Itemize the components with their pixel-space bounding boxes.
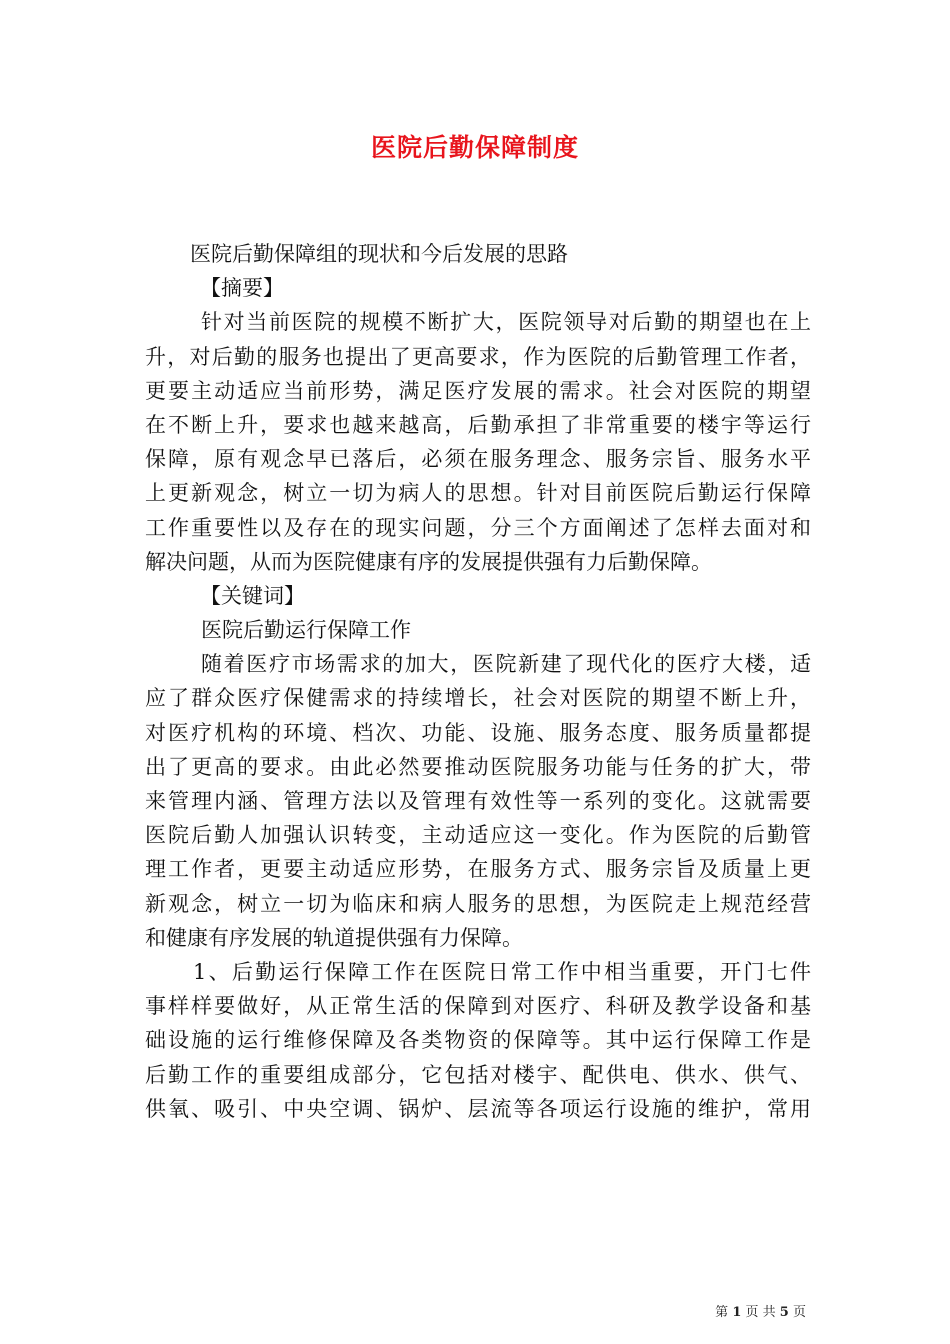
- paragraph-line: 来管理内涵、管理方法以及管理有效性等一系列的变化。这就需要: [145, 789, 811, 813]
- abstract-line: 解决问题，从而为医院健康有序的发展提供强有力后勤保障。: [145, 549, 712, 574]
- subtitle: 医院后勤保障组的现状和今后发展的思路: [190, 242, 568, 266]
- abstract-line: 保障，原有观念早已落后，必须在服务理念、服务宗旨、服务水平: [145, 447, 811, 472]
- paragraph-line: 事样样要做好，从正常生活的保障到对医疗、科研及教学设备和基: [145, 994, 811, 1019]
- abstract-line: 上更新观念，树立一切为病人的思想。针对目前医院后勤运行保障: [145, 481, 811, 506]
- paragraph-line: 应了群众医疗保健需求的持续增长，社会对医院的期望不断上升，: [145, 686, 811, 711]
- keywords-text: 医院后勤运行保障工作: [201, 618, 411, 643]
- paragraph-line: 医院后勤人加强认识转变，主动适应这一变化。作为医院的后勤管: [145, 823, 811, 848]
- abstract-heading: 【摘要】: [200, 276, 284, 301]
- abstract-line: 工作重要性以及存在的现实问题，分三个方面阐述了怎样去面对和: [145, 515, 811, 540]
- page-footer: [715, 1304, 806, 1322]
- paragraph-line: 对医疗机构的环境、档次、功能、设施、服务态度、服务质量都提: [145, 720, 811, 745]
- abstract-line: 针对当前医院的规模不断扩大，医院领导对后勤的期望也在上: [201, 310, 811, 335]
- paragraph-line: 理工作者，更要主动适应形势，在服务方式、服务宗旨及质量上更: [145, 857, 811, 882]
- footer-suffix: 页: [792, 1305, 806, 1320]
- document-body: [145, 237, 811, 1126]
- abstract-line: 更要主动适应当前形势，满足医疗发展的需求。社会对医院的期望: [145, 378, 811, 403]
- abstract-line: 在不断上升，要求也越来越高，后勤承担了非常重要的楼宇等运行: [145, 412, 811, 437]
- paragraph-line: 供氧、吸引、中央空调、锅炉、层流等各项运行设施的维护，常用: [145, 1096, 811, 1121]
- footer-middle: 页 共: [745, 1305, 776, 1320]
- paragraph-line: 1、后勤运行保障工作在医院日常工作中相当重要，开门七件: [193, 959, 811, 984]
- paragraph-line: 随着医疗市场需求的加大，医院新建了现代化的医疗大楼，适: [201, 652, 811, 677]
- footer-page-number: 1: [732, 1305, 742, 1320]
- document-title: 医院后勤保障制度: [370, 133, 579, 162]
- paragraph-line: 和健康有序发展的轨道提供强有力保障。: [145, 925, 523, 950]
- paragraph-line: 础设施的运行维修保障及各类物资的保障等。其中运行保障工作是: [145, 1028, 811, 1053]
- paragraph-line: 后勤工作的重要组成部分，它包括对楼宇、配供电、供水、供气、: [145, 1062, 811, 1087]
- paragraph-line: 新观念，树立一切为临床和病人服务的思想，为医院走上规范经营: [145, 891, 811, 916]
- footer-prefix: 第: [715, 1305, 729, 1320]
- abstract-line: 升，对后勤的服务也提出了更高要求，作为医院的后勤管理工作者，: [145, 344, 811, 369]
- keywords-heading: 【关键词】: [200, 583, 305, 608]
- paragraph-line: 出了更高的要求。由此必然要推动医院服务功能与任务的扩大，带: [145, 754, 811, 779]
- footer-total-pages: 5: [779, 1305, 789, 1320]
